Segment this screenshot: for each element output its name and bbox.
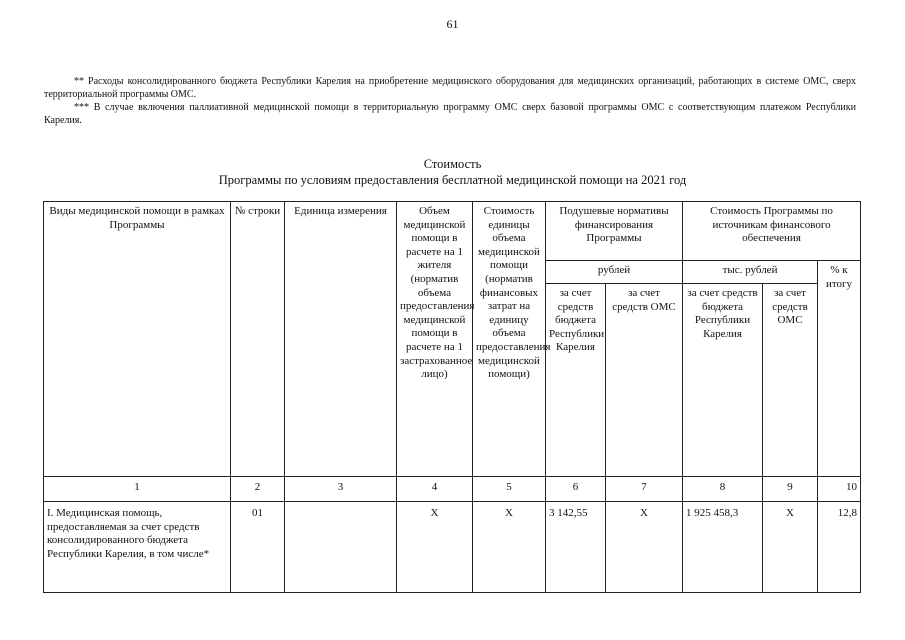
- column-numbers-row: [44, 477, 861, 502]
- header-per-capita: Подушевые нормативы финансирования Программы: [546, 202, 683, 261]
- cell-volume: Х: [397, 502, 473, 593]
- table-title-line2: Программы по условиям предоставления бесплатной медицинской помощи на 2021 год: [218, 173, 687, 187]
- header-thousand-rubles: тыс. рублей: [683, 261, 818, 284]
- column-number: 10: [818, 477, 861, 502]
- footnote-triple-star: *** В случае включения паллиативной медицинской помощи в территориальную программу ОМС сверх базовой программы ОМС с соответствующим платежом Республики Карелия.: [44, 102, 856, 126]
- header-oms-cost: за счет средств ОМС: [763, 284, 818, 477]
- cell-unit-cost: Х: [473, 502, 546, 593]
- header-row-number: № строки: [231, 202, 285, 477]
- header-budget-rk-per-capita: за счет средств бюджета Республики Карелия: [546, 284, 606, 477]
- program-cost-table: [43, 201, 861, 593]
- cell-per-capita-budget: 3 142,55: [546, 502, 606, 593]
- cell-cost-oms: Х: [763, 502, 818, 593]
- column-number: 1: [44, 477, 231, 502]
- column-number: 4: [397, 477, 473, 502]
- cell-percent: 12,8: [818, 502, 861, 593]
- column-number: 6: [546, 477, 606, 502]
- header-percent-total: % к итогу: [818, 261, 861, 477]
- footnotes: [44, 75, 856, 127]
- footnote-double-star: ** Расходы консолидированного бюджета Республики Карелия на приобретение медицинского оборудования для медицинских организаций, работающих в системе ОМС, сверх территориальной программы ОМС.: [44, 76, 856, 100]
- cell-row-number: 01: [231, 502, 285, 593]
- header-program-cost: Стоимость Программы по источникам финансового обеспечения: [683, 202, 861, 261]
- column-number: 9: [763, 477, 818, 502]
- column-number: 2: [231, 477, 285, 502]
- header-row-top: [44, 202, 861, 261]
- column-number: 7: [606, 477, 683, 502]
- header-rubles: рублей: [546, 261, 683, 284]
- column-number: 5: [473, 477, 546, 502]
- header-unit-cost: Стоимость единицы объема медицинской помощи (норматив финансовых затрат на единицу объема предоставления медицинской помощи): [473, 202, 546, 477]
- header-unit: Единица измерения: [285, 202, 397, 477]
- cell-type: I. Медицинская помощь, предоставляемая за счет средств консолидированного бюджета Республики Карелия, в том числе*: [44, 502, 231, 593]
- page-number: 61: [446, 17, 459, 31]
- header-oms-per-capita: за счет средств ОМС: [606, 284, 683, 477]
- table-row: [44, 502, 861, 593]
- header-types: Виды медицинской помощи в рамках Программы: [44, 202, 231, 477]
- table-title: [0, 156, 905, 188]
- cell-unit: [285, 502, 397, 593]
- cell-cost-budget: 1 925 458,3: [683, 502, 763, 593]
- header-volume: Объем медицинской помощи в расчете на 1 жителя (норматив объема предоставления медицинской помощи в расчете на 1 застрахованное лицо): [397, 202, 473, 477]
- header-budget-rk-cost: за счет средств бюджета Республики Карелия: [683, 284, 763, 477]
- column-number: 3: [285, 477, 397, 502]
- table-title-line1: Стоимость: [423, 157, 482, 171]
- cell-per-capita-oms: Х: [606, 502, 683, 593]
- column-number: 8: [683, 477, 763, 502]
